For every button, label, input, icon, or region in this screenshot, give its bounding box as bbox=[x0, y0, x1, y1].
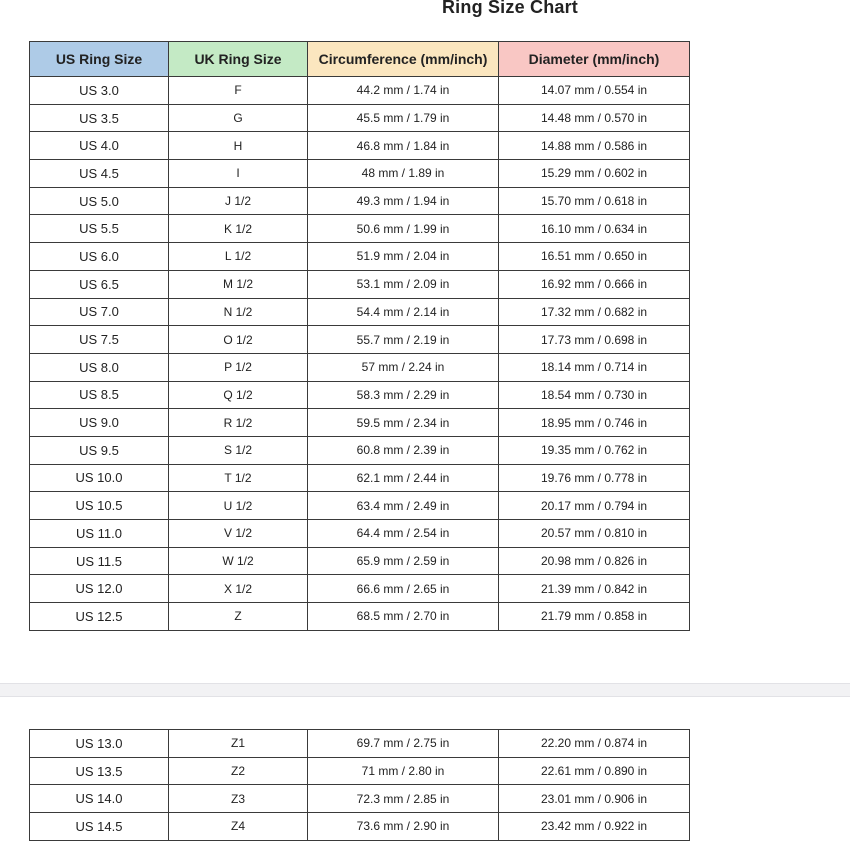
cell-uk-size: K 1/2 bbox=[169, 215, 308, 243]
cell-circumference: 58.3 mm / 2.29 in bbox=[308, 381, 499, 409]
cell-circumference: 73.6 mm / 2.90 in bbox=[308, 813, 499, 841]
cell-uk-size: Z3 bbox=[169, 785, 308, 813]
cell-us-size: US 9.0 bbox=[30, 409, 169, 437]
ring-size-table-continued bbox=[29, 729, 690, 841]
cell-diameter: 22.61 mm / 0.890 in bbox=[499, 757, 690, 785]
table-row bbox=[30, 575, 690, 603]
cell-diameter: 20.98 mm / 0.826 in bbox=[499, 547, 690, 575]
cell-uk-size: U 1/2 bbox=[169, 492, 308, 520]
header-row bbox=[30, 42, 690, 77]
table-row bbox=[30, 547, 690, 575]
table-row bbox=[30, 730, 690, 758]
table-row bbox=[30, 757, 690, 785]
cell-circumference: 44.2 mm / 1.74 in bbox=[308, 77, 499, 105]
table-row bbox=[30, 243, 690, 271]
table-row bbox=[30, 436, 690, 464]
table-row bbox=[30, 492, 690, 520]
cell-circumference: 57 mm / 2.24 in bbox=[308, 353, 499, 381]
table-row bbox=[30, 813, 690, 841]
cell-diameter: 18.14 mm / 0.714 in bbox=[499, 353, 690, 381]
cell-us-size: US 6.0 bbox=[30, 243, 169, 271]
cell-circumference: 48 mm / 1.89 in bbox=[308, 160, 499, 188]
cell-uk-size: G bbox=[169, 104, 308, 132]
cell-diameter: 19.76 mm / 0.778 in bbox=[499, 464, 690, 492]
table-row bbox=[30, 215, 690, 243]
table-row bbox=[30, 270, 690, 298]
table-row bbox=[30, 326, 690, 354]
cell-circumference: 60.8 mm / 2.39 in bbox=[308, 436, 499, 464]
cell-circumference: 62.1 mm / 2.44 in bbox=[308, 464, 499, 492]
cell-uk-size: Z4 bbox=[169, 813, 308, 841]
cell-uk-size: O 1/2 bbox=[169, 326, 308, 354]
cell-us-size: US 8.5 bbox=[30, 381, 169, 409]
cell-diameter: 20.17 mm / 0.794 in bbox=[499, 492, 690, 520]
cell-uk-size: W 1/2 bbox=[169, 547, 308, 575]
table-row bbox=[30, 381, 690, 409]
cell-uk-size: P 1/2 bbox=[169, 353, 308, 381]
cell-diameter: 17.73 mm / 0.698 in bbox=[499, 326, 690, 354]
table-row bbox=[30, 132, 690, 160]
cell-diameter: 14.88 mm / 0.586 in bbox=[499, 132, 690, 160]
cell-diameter: 21.79 mm / 0.858 in bbox=[499, 603, 690, 631]
cell-diameter: 19.35 mm / 0.762 in bbox=[499, 436, 690, 464]
cell-uk-size: H bbox=[169, 132, 308, 160]
cell-us-size: US 14.5 bbox=[30, 813, 169, 841]
table-row bbox=[30, 298, 690, 326]
cell-circumference: 63.4 mm / 2.49 in bbox=[308, 492, 499, 520]
cell-uk-size: V 1/2 bbox=[169, 520, 308, 548]
cell-us-size: US 11.0 bbox=[30, 520, 169, 548]
cell-circumference: 45.5 mm / 1.79 in bbox=[308, 104, 499, 132]
cell-us-size: US 13.0 bbox=[30, 730, 169, 758]
cell-us-size: US 8.0 bbox=[30, 353, 169, 381]
cell-diameter: 15.29 mm / 0.602 in bbox=[499, 160, 690, 188]
cell-diameter: 18.54 mm / 0.730 in bbox=[499, 381, 690, 409]
page-divider bbox=[0, 683, 850, 697]
cell-us-size: US 3.0 bbox=[30, 77, 169, 105]
cell-uk-size: T 1/2 bbox=[169, 464, 308, 492]
table-row bbox=[30, 409, 690, 437]
header-us-ring-size: US Ring Size bbox=[30, 42, 169, 77]
cell-us-size: US 11.5 bbox=[30, 547, 169, 575]
table-row bbox=[30, 464, 690, 492]
header-uk-ring-size: UK Ring Size bbox=[169, 42, 308, 77]
cell-uk-size: Z bbox=[169, 603, 308, 631]
cell-uk-size: I bbox=[169, 160, 308, 188]
cell-us-size: US 4.0 bbox=[30, 132, 169, 160]
cell-us-size: US 5.5 bbox=[30, 215, 169, 243]
cell-us-size: US 12.5 bbox=[30, 603, 169, 631]
cell-diameter: 14.48 mm / 0.570 in bbox=[499, 104, 690, 132]
table-row bbox=[30, 785, 690, 813]
cell-circumference: 51.9 mm / 2.04 in bbox=[308, 243, 499, 271]
table-row bbox=[30, 104, 690, 132]
cell-us-size: US 9.5 bbox=[30, 436, 169, 464]
cell-diameter: 20.57 mm / 0.810 in bbox=[499, 520, 690, 548]
cell-uk-size: X 1/2 bbox=[169, 575, 308, 603]
chart-title: Ring Size Chart bbox=[441, 0, 578, 17]
cell-diameter: 14.07 mm / 0.554 in bbox=[499, 77, 690, 105]
cell-diameter: 15.70 mm / 0.618 in bbox=[499, 187, 690, 215]
cell-circumference: 53.1 mm / 2.09 in bbox=[308, 270, 499, 298]
cell-us-size: US 7.5 bbox=[30, 326, 169, 354]
cell-us-size: US 7.0 bbox=[30, 298, 169, 326]
cell-us-size: US 4.5 bbox=[30, 160, 169, 188]
cell-circumference: 50.6 mm / 1.99 in bbox=[308, 215, 499, 243]
cell-uk-size: L 1/2 bbox=[169, 243, 308, 271]
table-row bbox=[30, 187, 690, 215]
cell-us-size: US 10.0 bbox=[30, 464, 169, 492]
cell-diameter: 21.39 mm / 0.842 in bbox=[499, 575, 690, 603]
cell-uk-size: M 1/2 bbox=[169, 270, 308, 298]
table-row bbox=[30, 77, 690, 105]
cell-circumference: 54.4 mm / 2.14 in bbox=[308, 298, 499, 326]
table-row bbox=[30, 353, 690, 381]
cell-circumference: 68.5 mm / 2.70 in bbox=[308, 603, 499, 631]
cell-diameter: 16.51 mm / 0.650 in bbox=[499, 243, 690, 271]
cell-diameter: 16.92 mm / 0.666 in bbox=[499, 270, 690, 298]
cell-uk-size: S 1/2 bbox=[169, 436, 308, 464]
cell-circumference: 65.9 mm / 2.59 in bbox=[308, 547, 499, 575]
cell-circumference: 72.3 mm / 2.85 in bbox=[308, 785, 499, 813]
cell-diameter: 23.42 mm / 0.922 in bbox=[499, 813, 690, 841]
header-diameter: Diameter (mm/inch) bbox=[499, 42, 690, 77]
cell-diameter: 17.32 mm / 0.682 in bbox=[499, 298, 690, 326]
cell-us-size: US 3.5 bbox=[30, 104, 169, 132]
cell-circumference: 69.7 mm / 2.75 in bbox=[308, 730, 499, 758]
cell-us-size: US 13.5 bbox=[30, 757, 169, 785]
cell-uk-size: F bbox=[169, 77, 308, 105]
table-body-continued bbox=[30, 730, 690, 841]
cell-diameter: 23.01 mm / 0.906 in bbox=[499, 785, 690, 813]
cell-diameter: 18.95 mm / 0.746 in bbox=[499, 409, 690, 437]
cell-us-size: US 10.5 bbox=[30, 492, 169, 520]
cell-uk-size: J 1/2 bbox=[169, 187, 308, 215]
table-row bbox=[30, 520, 690, 548]
cell-uk-size: N 1/2 bbox=[169, 298, 308, 326]
cell-uk-size: R 1/2 bbox=[169, 409, 308, 437]
cell-circumference: 64.4 mm / 2.54 in bbox=[308, 520, 499, 548]
cell-uk-size: Z2 bbox=[169, 757, 308, 785]
table-row bbox=[30, 160, 690, 188]
ring-size-table bbox=[29, 41, 690, 631]
cell-circumference: 66.6 mm / 2.65 in bbox=[308, 575, 499, 603]
header-circumference: Circumference (mm/inch) bbox=[308, 42, 499, 77]
cell-uk-size: Z1 bbox=[169, 730, 308, 758]
cell-circumference: 59.5 mm / 2.34 in bbox=[308, 409, 499, 437]
cell-diameter: 22.20 mm / 0.874 in bbox=[499, 730, 690, 758]
cell-us-size: US 5.0 bbox=[30, 187, 169, 215]
cell-circumference: 49.3 mm / 1.94 in bbox=[308, 187, 499, 215]
table-row bbox=[30, 603, 690, 631]
table-body bbox=[30, 77, 690, 631]
cell-us-size: US 6.5 bbox=[30, 270, 169, 298]
cell-uk-size: Q 1/2 bbox=[169, 381, 308, 409]
cell-circumference: 71 mm / 2.80 in bbox=[308, 757, 499, 785]
cell-circumference: 55.7 mm / 2.19 in bbox=[308, 326, 499, 354]
cell-circumference: 46.8 mm / 1.84 in bbox=[308, 132, 499, 160]
cell-us-size: US 12.0 bbox=[30, 575, 169, 603]
cell-diameter: 16.10 mm / 0.634 in bbox=[499, 215, 690, 243]
cell-us-size: US 14.0 bbox=[30, 785, 169, 813]
